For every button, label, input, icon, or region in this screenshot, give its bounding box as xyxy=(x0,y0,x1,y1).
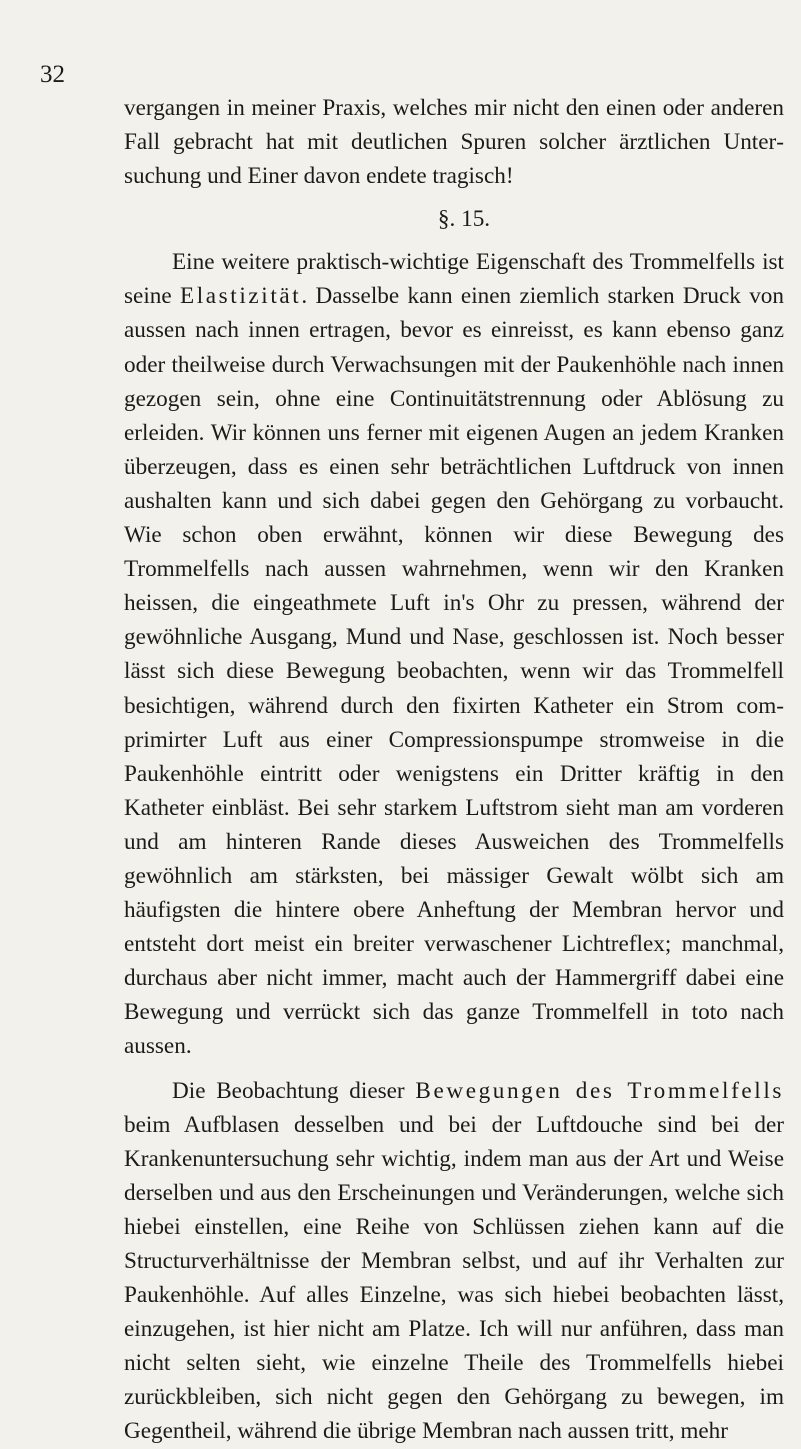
emphasis-elastizitaet: Elastizität xyxy=(179,283,302,310)
paragraph-elasticity xyxy=(124,245,784,1063)
paragraph-movements xyxy=(124,1074,784,1449)
section-heading: §. 15. xyxy=(437,206,491,233)
emphasis-bewegungen: Bewegungen des Trommelfells xyxy=(415,1077,784,1104)
page-body xyxy=(124,91,784,1449)
page-number: 32 xyxy=(40,61,65,88)
paragraph-movements-text-start: Die Beobachtung dieser xyxy=(172,1077,416,1104)
paragraph-elasticity-text-start: Eine weitere praktisch-wichtige Eigenschaft des Trommelfells ist seine xyxy=(124,249,784,310)
intro-paragraph: vergangen in meiner Praxis, welches mir nicht den einen oder anderen Fall gebracht hat mit deutlichen Spuren solcher ärztlichen Untersuchung und Einer davon endete tragisch! xyxy=(124,95,784,190)
paragraph-movements-text-rest: beim Aufblasen desselben und bei der Luftdouche sind bei der Krankenuntersuchung sehr wichtig, indem man aus der Art und Weise derselben und aus den Erscheinungen und Veränderungen, welche sich hiebei einstellen, eine Reihe von Schlüssen ziehen kann auf die Structurverhältnisse der Membran selbst, und auf ihr Verhalten zur Paukenhöhle. Auf alles Einzelne, was sich hiebei beobachten lässt, einzugehen, ist hier nicht am Platze. Ich will nur anführen, dass man nicht selten sieht, wie einzelne Theile des Trommelfells hiebei zurückbleiben, sich nicht gegen den Gehörgang zu bewegen, im Gegentheil, während die übrige Membran nach aussen tritt, mehr xyxy=(124,1111,784,1445)
paragraph-elasticity-text-rest: . Dasselbe kann einen ziemlich starken Druck von aussen nach innen ertragen, bevor es einreisst, es kann ebenso ganz oder theilweise durch Verwachsungen mit der Paukenhöhle nach innen gezogen sein, ohne eine Continuitätstrennung oder Ablösung zu erleiden. Wir können uns ferner mit eigenen Augen an jedem Kranken überzeugen, dass es einen sehr beträchtlichen Luftdruck von innen aushalten kann und sich dabei gegen den Gehörgang zu vorbaucht. Wie schon oben erwähnt, können wir diese Bewegung des Trommelfells nach aussen wahrnehmen, wenn wir den Kranken heissen, die eingeathmete Luft in's Ohr zu pressen, während der gewöhnliche Ausgang, Mund und Nase, geschlossen ist. Noch besser lässt sich diese Bewegung beobachten, wenn wir das Trommelfell besichtigen, während durch den fixirten Katheter ein Strom comprimirter Luft aus einer Compressionspumpe stromweise in die Paukenhöhle eintritt oder wenigstens ein Dritter kräftig in den Katheter einbläst. Bei sehr starkem Luftstrom sieht man am vorderen und am hinteren Rande dieses Ausweichen des Trommelfells gewöhnlich am stärksten, bei mässiger Gewalt wölbt sich am häufigsten die hintere obere Anheftung der Membran hervor und entsteht dort meist ein breiter verwaschener Lichtreflex; manchmal, durchaus aber nicht immer, macht auch der Hammergriff dabei eine Bewegung und verrückt sich das ganze Trommelfell in toto nach aussen. xyxy=(124,283,784,1060)
